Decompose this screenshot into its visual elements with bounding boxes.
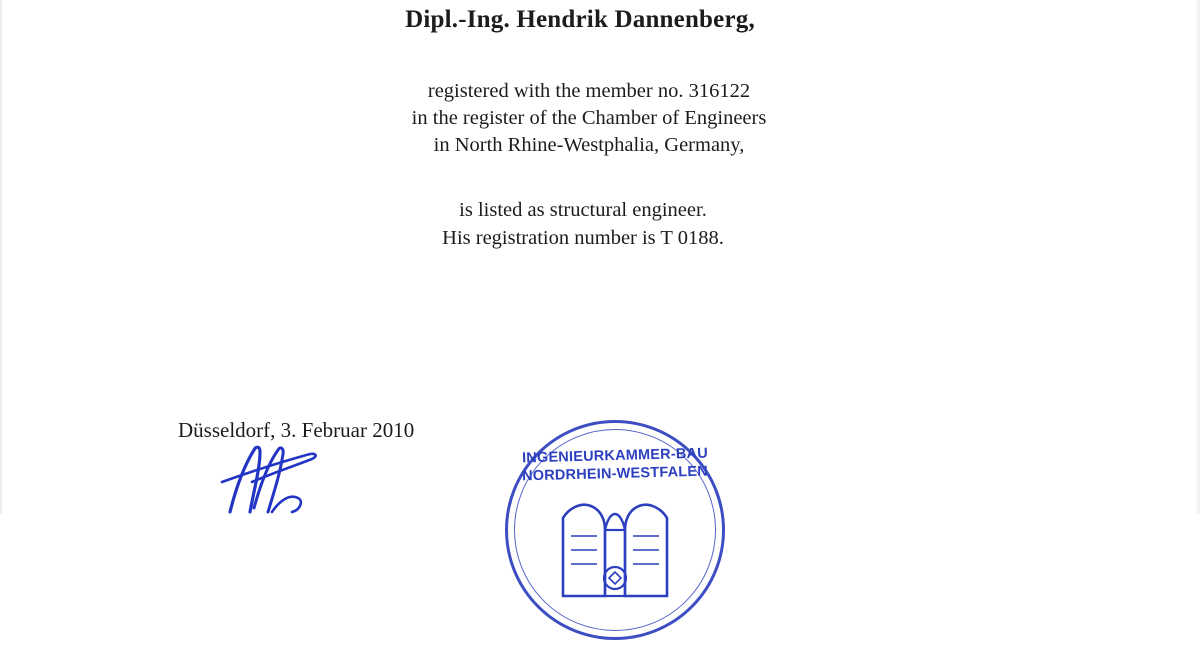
certificate-holder-name: Dipl.-Ing. Hendrik Dannenberg,	[405, 6, 755, 33]
stamp-text-line-2: NORDRHEIN-WESTFALEN	[521, 463, 709, 485]
registration-line-1: registered with the member no. 316122	[427, 80, 751, 102]
scan-edge-right	[1195, 0, 1200, 514]
place-and-date: Düsseldorf, 3. Februar 2010	[178, 418, 415, 442]
stamp-emblem-icon	[557, 492, 673, 602]
listing-block	[0, 196, 1166, 252]
official-stamp	[505, 420, 731, 646]
handwritten-signature	[210, 442, 400, 514]
stamp-text-line-1: INGENIEURKAMMER-BAU	[521, 445, 709, 467]
registration-line-3: in North Rhine-Westphalia, Germany,	[433, 134, 745, 156]
registration-block	[0, 78, 1178, 159]
registration-line-2: in the register of the Chamber of Engineers	[411, 107, 767, 129]
listing-line-1: is listed as structural engineer.	[459, 199, 707, 221]
listing-line-2: His registration number is T 0188.	[442, 227, 724, 249]
